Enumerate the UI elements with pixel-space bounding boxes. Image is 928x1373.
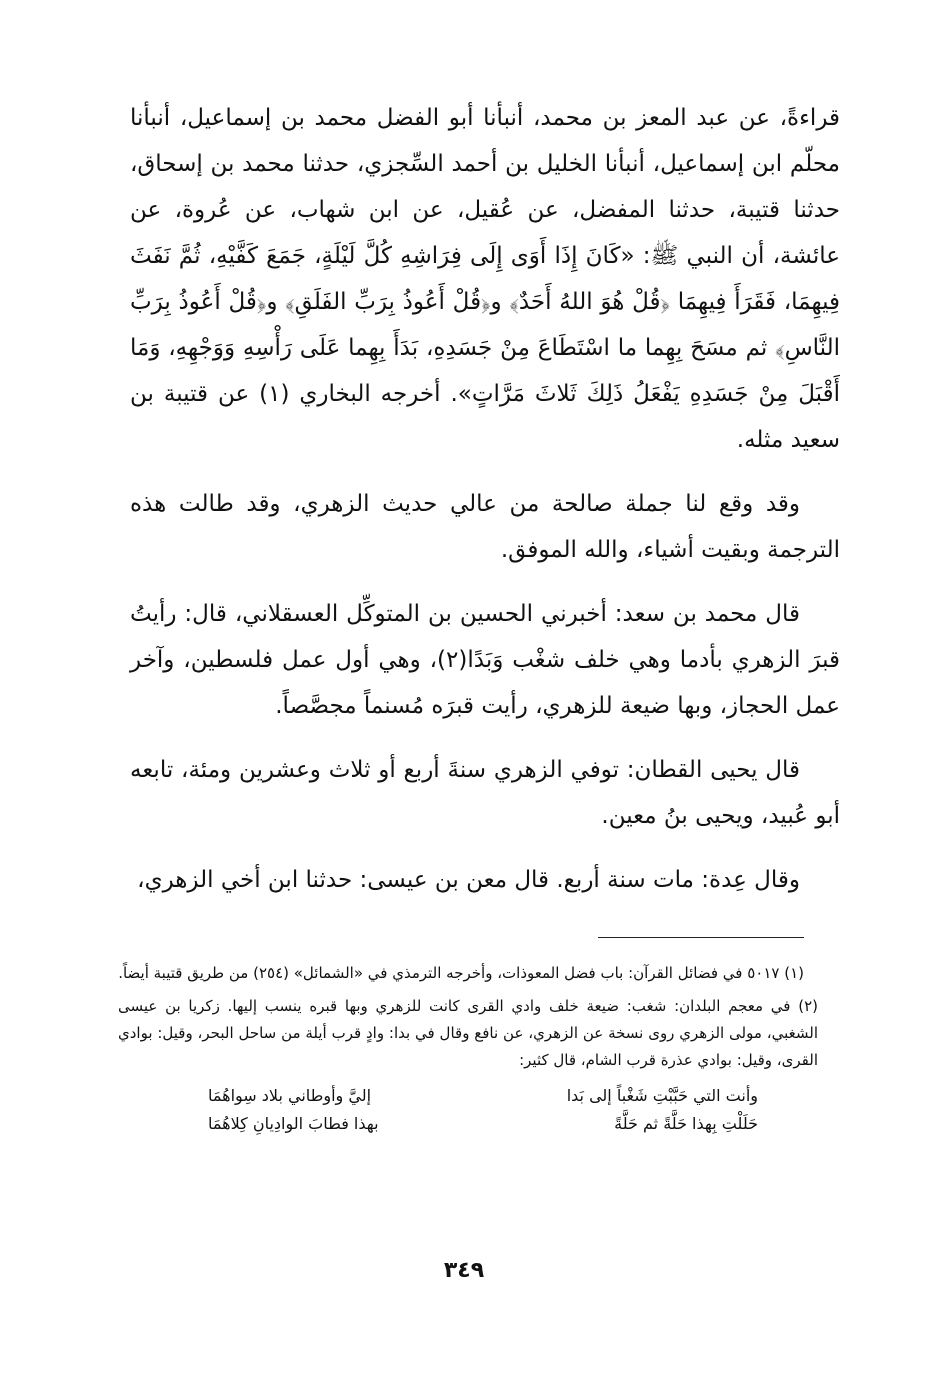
verse-line-1: [208, 1082, 758, 1110]
verse-hemistich: وأنت التي حَبَّبْتِ شَغْباً إلى بَدا: [566, 1086, 758, 1105]
page-number: ٣٤٩: [443, 1258, 485, 1283]
paragraph-death-year: قال يحيى القطان: توفي الزهري سنةَ أربع أو ثلاث وعشرين ومئة، تابعه أبو عُبيد، ويحيى بنُ معين.: [130, 757, 840, 829]
paragraph-closing-note: وقد وقع لنا جملة صالحة من عالي حديث الزهري، وقد طالت هذه الترجمة وبقيت أشياء، والله الموفق.: [130, 491, 840, 563]
footnote-separator: [598, 937, 804, 938]
footnote-1: (١) ٥٠١٧ في فضائل القرآن: باب فضل المعوذات، وأخرجه الترمذي في «الشمائل» (٢٥٤) من طريق قتيبة أيضاً.: [118, 964, 804, 982]
paragraph-hadith: قراءةً، عن عبد المعز بن محمد، أنبأنا أبو الفضل محمد بن إسماعيل، أنبأنا محلّم ابن إسماعيل، أنبأنا الخليل بن أحمد السِّجزي، حدثنا محمد بن إسحاق، حدثنا قتيبة، حدثنا المفضل، عن عُقيل، عن ابن شهاب، عن عُروة، عن عائشة، أن النبي ﷺ: «كَانَ إِذَا أَوَى إِلَى فِرَاشِهِ كُلَّ لَيْلَةٍ، جَمَعَ كَفَّيْهِ، ثُمَّ نَفَثَ فِيهِمَا، فَقَرَأَ فِيهِمَا ﴿قُلْ هُوَ اللهُ أَحَدٌ﴾ و﴿قُلْ أَعُوذُ بِرَبِّ الفَلَقِ﴾ و﴿قُلْ أَعُوذُ بِرَبِّ النَّاسِ﴾ ثم مسَحَ بِهِما ما اسْتَطَاعَ مِنْ جَسَدِهِ، بَدَأَ بِهِما عَلَى رَأْسِهِ وَوَجْهِهِ، وَمَا أَقْبَلَ مِنْ جَسَدِهِ يَفْعَلُ ذَلِكَ ثَلاثَ مَرَّاتٍ». أخرجه البخاري (١) عن قتيبة بن سعيد مثله.: [130, 105, 840, 453]
main-text: [130, 95, 840, 921]
paragraph-death-report: وقال عِدة: مات سنة أربع. قال معن بن عيسى: حدثنا ابن أخي الزهري،: [137, 867, 800, 893]
paragraph-grave: قال محمد بن سعد: أخبرني الحسين بن المتوكِّل العسقلاني، قال: رأيتُ قبرَ الزهري بأدما وهي خلف شغْب وَبَدًا(٢)، وهي أول عمل فلسطين، وآخر عمل الحجاز، وبها ضيعة للزهري، رأيت قبرَه مُسنماً مجصَّصاً.: [130, 601, 841, 719]
footnote-2: (٢) في معجم البلدان: شغب: ضيعة خلف وادي القرى كانت للزهري وبها قبره ينسب إليها. زكريا بن عيسى الشغبي، مولى الزهري روى نسخة عن الزهري، عن نافع وقال في بدا: وادٍ قرب أيلة من ساحل البحر، وقيل: بوادي القرى، وقيل: بوادي عذرة قرب الشام، قال كثير:: [118, 997, 818, 1069]
verse-hemistich: بهذا فطابَ الوادِيانِ كِلاهُمَا: [208, 1114, 379, 1133]
verse-hemistich: إليَّ وأوطاني بلاد سِواهُمَا: [208, 1086, 372, 1105]
verse-line-2: [208, 1110, 758, 1138]
verse-hemistich: حَلَلْتِ بِهذا حَلَّةً ثم حَلَّةً: [614, 1114, 758, 1133]
footnotes: [118, 960, 818, 1138]
poetry-verse: [208, 1082, 758, 1138]
